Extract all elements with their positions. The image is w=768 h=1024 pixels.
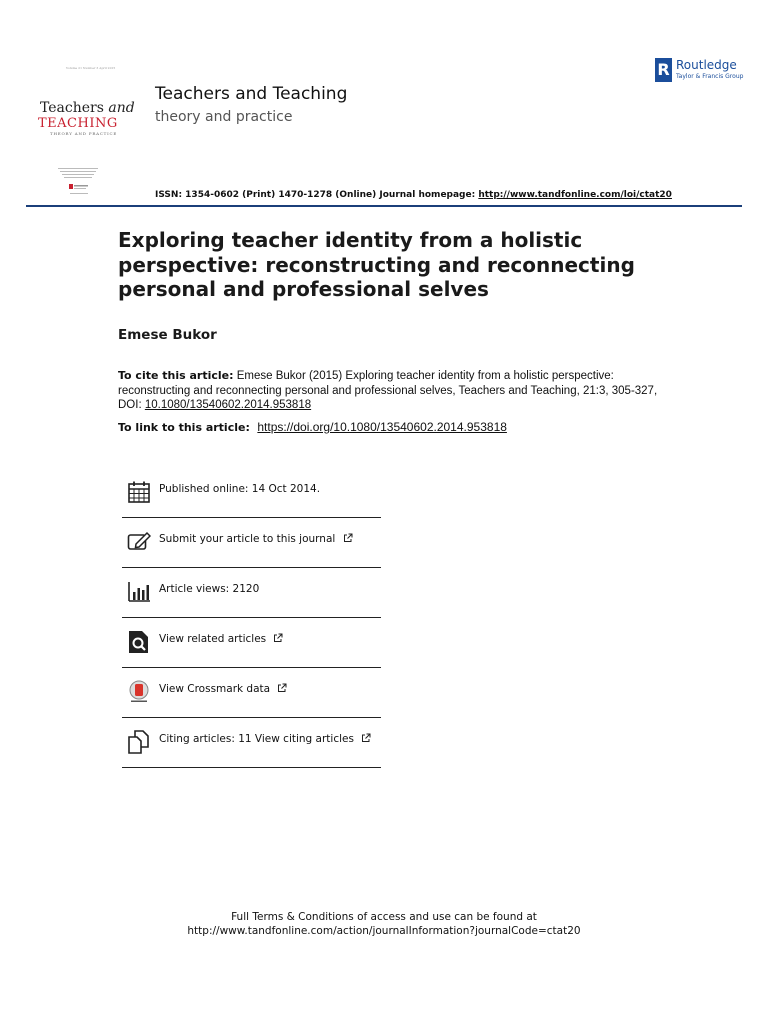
issn-text: ISSN: 1354-0602 (Print) 1470-1278 (Online) Journal homepage: [155, 190, 476, 200]
calendar-icon [127, 480, 151, 504]
crossmark-link[interactable] [159, 683, 287, 695]
edit-icon [127, 530, 151, 554]
publisher-name: Routledge [676, 58, 737, 72]
citing-articles-row[interactable] [122, 718, 381, 768]
external-link-icon [343, 533, 353, 543]
cover-title-line1 [40, 100, 135, 116]
article-author: Emese Bukor [118, 327, 217, 343]
routledge-r-icon: R [655, 58, 672, 82]
published-online-row [122, 468, 381, 518]
journal-homepage-link[interactable]: http://www.tandfonline.com/loi/ctat20 [478, 190, 672, 200]
related-articles-label: View related articles [159, 633, 267, 645]
cover-title-line3: THEORY AND PRACTICE [50, 131, 118, 136]
crossmark-row[interactable] [122, 668, 381, 718]
terms-url[interactable]: http://www.tandfonline.com/action/journalInformation?journalCode=ctat20 [187, 925, 581, 937]
related-articles-link[interactable] [159, 633, 283, 645]
publisher-tagline: Taylor & Francis Group [676, 73, 744, 80]
published-online-text: Published online: 14 Oct 2014. [159, 483, 321, 495]
submit-article-label: Submit your article to this journal [159, 533, 336, 545]
cover-title-line2: TEACHING [38, 116, 118, 131]
citation-block [118, 369, 658, 413]
cite-doi-link[interactable]: 10.1080/13540602.2014.953818 [144, 399, 312, 411]
header-divider [26, 205, 742, 207]
article-link-line [118, 420, 507, 434]
external-link-icon [361, 733, 371, 743]
cover-volume-text: Volume 21 Number 3 April 2015 [66, 66, 116, 70]
article-info-list [122, 468, 381, 768]
journal-title: Teachers and Teaching [155, 84, 348, 104]
citing-documents-icon [127, 730, 151, 754]
issn-line [155, 190, 672, 200]
cover-bottom-text-block [54, 166, 114, 202]
external-link-icon [277, 683, 287, 693]
article-title: Exploring teacher identity from a holistic perspective: reconstructing and reconnecting personal and professional selves [118, 228, 635, 301]
article-doi-url[interactable]: https://doi.org/10.1080/13540602.2014.953818 [257, 420, 507, 434]
external-link-icon [273, 633, 283, 643]
crossmark-icon [127, 680, 151, 704]
journal-cover-thumbnail [30, 58, 140, 208]
submit-article-link[interactable] [159, 533, 353, 545]
cover-title-word-teachers: Teachers [40, 100, 104, 116]
crossmark-label: View Crossmark data [159, 683, 271, 695]
related-search-icon [127, 630, 151, 654]
bar-chart-icon [127, 580, 151, 604]
submit-article-row[interactable] [122, 518, 381, 568]
article-views-row [122, 568, 381, 618]
journal-subtitle: theory and practice [155, 109, 293, 125]
citing-articles-link[interactable] [159, 733, 371, 745]
publisher-logo [655, 58, 747, 84]
cite-text: Emese Bukor (2015) Exploring teacher identity from a holistic perspective: reconstructing and reconnecting personal and professional selves, Teachers and Teaching, 21:3, 305-327, DOI: [118, 370, 658, 411]
terms-text: Full Terms & Conditions of access and use can be found at [231, 911, 537, 923]
cite-label: To cite this article: [118, 369, 234, 382]
article-views-text: Article views: 2120 [159, 583, 260, 595]
cover-title-word-and: and [108, 100, 135, 116]
terms-footer [0, 910, 768, 938]
related-articles-row[interactable] [122, 618, 381, 668]
citing-articles-label: Citing articles: 11 View citing articles [159, 733, 354, 745]
link-label: To link to this article: [118, 421, 250, 434]
